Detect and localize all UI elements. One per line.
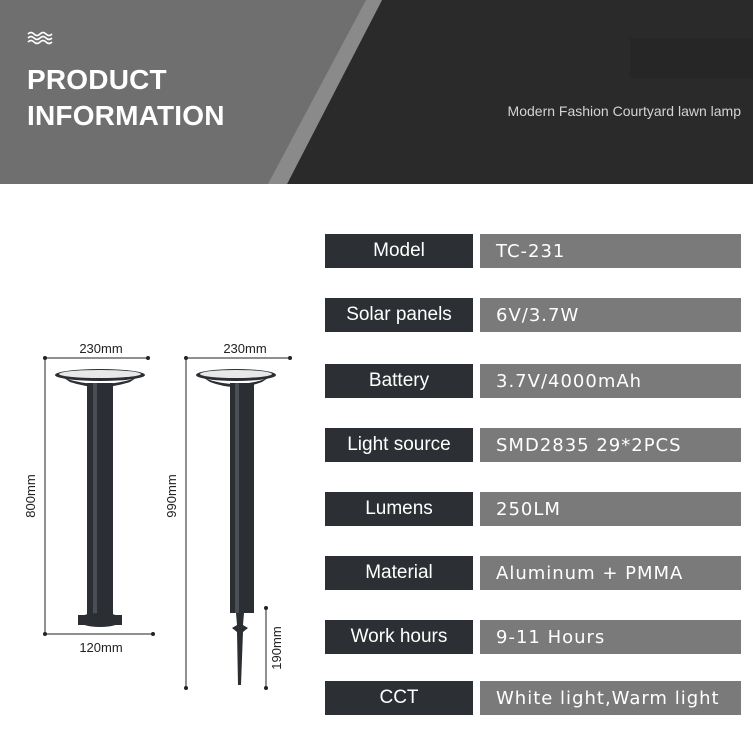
spec-value: TC-231: [480, 234, 741, 268]
title-line-2: INFORMATION: [27, 100, 225, 131]
lamp1-base-label: 120mm: [79, 640, 123, 655]
spec-row-cct: [325, 681, 741, 715]
spec-label: Battery: [325, 364, 473, 398]
spec-row-solar-panels: [325, 298, 741, 332]
page-title: [27, 62, 225, 134]
spec-label: Solar panels: [325, 298, 473, 332]
lamp-2: [164, 341, 292, 690]
lamp2-height-label: 990mm: [164, 474, 179, 518]
spec-value: 6V/3.7W: [480, 298, 741, 332]
lamp1-height-label: 800mm: [23, 474, 38, 518]
spec-row-light-source: [325, 428, 741, 462]
spec-row-model: [325, 234, 741, 268]
spec-label: Material: [325, 556, 473, 590]
header-banner: [0, 0, 753, 184]
spec-value: 250LM: [480, 492, 741, 526]
lamp2-spike-label: 190mm: [269, 626, 284, 670]
spec-row-battery: [325, 364, 741, 398]
spec-value: SMD2835 29*2PCS: [480, 428, 741, 462]
spec-row-lumens: [325, 492, 741, 526]
title-line-1: PRODUCT: [27, 64, 167, 95]
product-subtitle: Modern Fashion Courtyard lawn lamp: [507, 103, 741, 119]
spec-row-work-hours: [325, 620, 741, 654]
lamp-dimension-drawing: [0, 330, 320, 700]
lamp1-width-label: 230mm: [79, 341, 123, 356]
spec-label: CCT: [325, 681, 473, 715]
spec-label: Work hours: [325, 620, 473, 654]
lamp-1: [23, 341, 155, 655]
spec-label: Light source: [325, 428, 473, 462]
spec-value: Aluminum + PMMA: [480, 556, 741, 590]
spec-value: 3.7V/4000mAh: [480, 364, 741, 398]
spec-value: 9-11 Hours: [480, 620, 741, 654]
spec-row-material: [325, 556, 741, 590]
wave-icon: [27, 31, 53, 45]
spec-label: Lumens: [325, 492, 473, 526]
spec-label: Model: [325, 234, 473, 268]
lamp2-width-label: 230mm: [223, 341, 267, 356]
spec-value: White light,Warm light: [480, 681, 741, 715]
